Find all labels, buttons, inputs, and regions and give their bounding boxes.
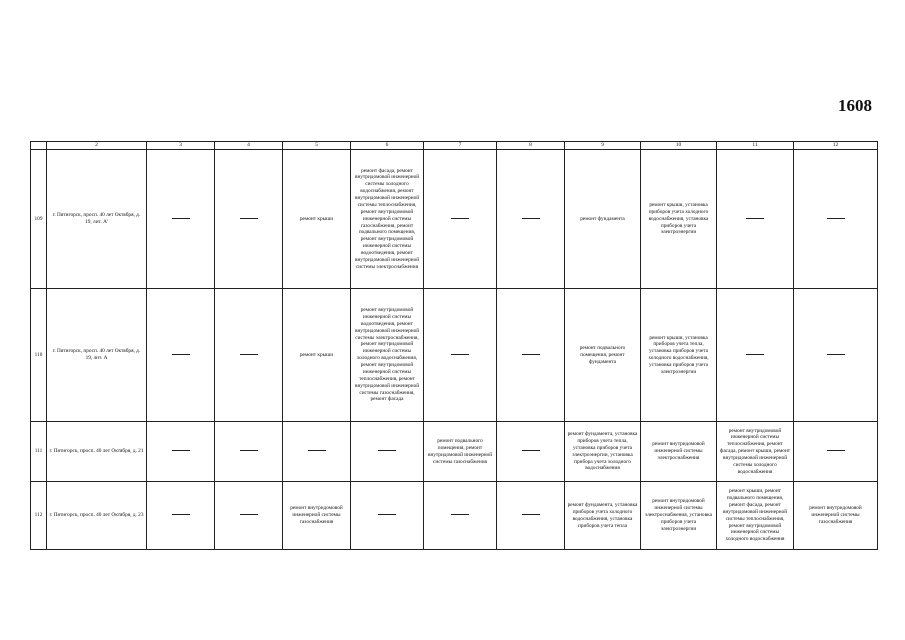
empty-cell: [497, 150, 565, 289]
empty-cell: [424, 482, 497, 550]
dash-mark: [746, 218, 764, 219]
work-cell: ремонт внутридомовой инженерной системы газоснабжения: [794, 482, 878, 550]
work-cell: ремонт внутридомовой инженерной системы газоснабжения: [283, 482, 351, 550]
row-number: 111: [31, 422, 47, 482]
work-cell: ремонт фундамента, установка приборов учета тепла, установка приборов учета электроэнергии, установка прибора учета холодного водоснабжения: [565, 422, 641, 482]
column-header: 2: [47, 142, 147, 150]
table-row: [31, 482, 878, 550]
empty-cell: [351, 482, 424, 550]
column-header: 7: [424, 142, 497, 150]
dash-mark: [172, 450, 190, 451]
empty-cell: [497, 289, 565, 422]
column-header: 9: [565, 142, 641, 150]
dash-mark: [522, 514, 540, 515]
work-cell: ремонт фасада, ремонт внутридомовой инженерной системы холодного водоснабжения, ремонт внутридомовой инженерной системы теплоснабжения, ремонт внутридомовой инженерной системы газоснабжения, ремонт подвального помещения, ремонт внутридомовой инженерной системы водоотведения, ремонт внутридомовой инженерной системы электроснабжения: [351, 150, 424, 289]
empty-cell: [424, 289, 497, 422]
empty-cell: [497, 422, 565, 482]
empty-cell: [794, 289, 878, 422]
dash-mark: [172, 218, 190, 219]
column-header: 8: [497, 142, 565, 150]
repair-schedule-table: [30, 141, 878, 550]
column-header: 6: [351, 142, 424, 150]
empty-cell: [215, 289, 283, 422]
empty-cell: [717, 150, 794, 289]
address-cell: г. Пятигорск, просп. 40 лет Октября, д. 19, лит. А: [47, 289, 147, 422]
dash-mark: [451, 218, 469, 219]
dash-mark: [378, 450, 396, 451]
dash-mark: [172, 354, 190, 355]
row-number: 110: [31, 289, 47, 422]
column-header: 11: [717, 142, 794, 150]
work-cell: ремонт крыши: [283, 150, 351, 289]
work-cell: ремонт внутридомовой инженерной системы водоотведения, ремонт внутридомовой инженерной системы электроснабжения, ремонт внутридомовой инженерной системы холодного водоснабжения, ремонт внутридомовой инженерной системы теплоснабжения, ремонт внутридомовой инженерной системы газоснабжения, ремонт фасада: [351, 289, 424, 422]
dash-mark: [308, 450, 326, 451]
empty-cell: [497, 482, 565, 550]
dash-mark: [451, 354, 469, 355]
page-number: 1608: [838, 96, 872, 115]
work-cell: ремонт фундамента, установка приборов учета холодного водоснабжения, установка приборов учета тепла: [565, 482, 641, 550]
empty-cell: [794, 422, 878, 482]
work-cell: ремонт фундамента: [565, 150, 641, 289]
column-number-row: [31, 142, 878, 150]
work-cell: ремонт подвального помещения, ремонт внутридомовой инженерной системы газоснабжения: [424, 422, 497, 482]
work-cell: ремонт крыши, ремонт подвального помещения, ремонт фасада, ремонт внутридомовой инженерной системы теплоснабжения, ремонт внутридомовой инженерной системы холодного водоснабжения: [717, 482, 794, 550]
dash-mark: [240, 450, 258, 451]
dash-mark: [522, 450, 540, 451]
work-cell: ремонт крыши: [283, 289, 351, 422]
column-header: 10: [641, 142, 717, 150]
work-cell: ремонт крыши, установка приборов учета холодного водоснабжения, установка приборов учета электроэнергии: [641, 150, 717, 289]
dash-mark: [451, 514, 469, 515]
dash-mark: [522, 218, 540, 219]
empty-cell: [215, 422, 283, 482]
dash-mark: [827, 450, 845, 451]
column-header: 3: [147, 142, 215, 150]
empty-cell: [794, 150, 878, 289]
dash-mark: [746, 354, 764, 355]
dash-mark: [172, 514, 190, 515]
empty-cell: [147, 289, 215, 422]
empty-cell: [147, 482, 215, 550]
empty-cell: [717, 289, 794, 422]
work-cell: ремонт крыши, установка приборов учета тепла, установка приборов учета холодного водоснабжения, установка приборов учета электроэнергии: [641, 289, 717, 422]
empty-cell: [215, 482, 283, 550]
table-row: [31, 150, 878, 289]
row-number: 112: [31, 482, 47, 550]
dash-mark: [240, 354, 258, 355]
empty-cell: [283, 422, 351, 482]
address-cell: г. Пятигорск, просп. 40 лет Октября, д. 23: [47, 482, 147, 550]
address-cell: г. Пятигорск, просп. 40 лет Октября, д. 19, лит. А': [47, 150, 147, 289]
dash-mark: [522, 354, 540, 355]
column-header: [31, 142, 47, 150]
column-header: 4: [215, 142, 283, 150]
work-cell: ремонт внутридомовой инженерной системы электроснабжения, установка приборов учета электроэнергии: [641, 482, 717, 550]
dash-mark: [827, 218, 845, 219]
dash-mark: [827, 354, 845, 355]
empty-cell: [215, 150, 283, 289]
work-cell: ремонт внутридомовой инженерной системы теплоснабжения, ремонт фасада, ремонт крыши, ремонт внутридомовой инженерной системы холодного водоснабжения: [717, 422, 794, 482]
dash-mark: [240, 514, 258, 515]
table-row: [31, 289, 878, 422]
dash-mark: [240, 218, 258, 219]
column-header: 12: [794, 142, 878, 150]
address-cell: г. Пятигорск, просп. 40 лет Октября, д. 21: [47, 422, 147, 482]
column-header: 5: [283, 142, 351, 150]
empty-cell: [351, 422, 424, 482]
dash-mark: [378, 514, 396, 515]
table-row: [31, 422, 878, 482]
empty-cell: [424, 150, 497, 289]
work-cell: ремонт внутридомовой инженерной системы электроснабжения: [641, 422, 717, 482]
row-number: 109: [31, 150, 47, 289]
empty-cell: [147, 150, 215, 289]
work-cell: ремонт подвального помещения, ремонт фундамента: [565, 289, 641, 422]
empty-cell: [147, 422, 215, 482]
